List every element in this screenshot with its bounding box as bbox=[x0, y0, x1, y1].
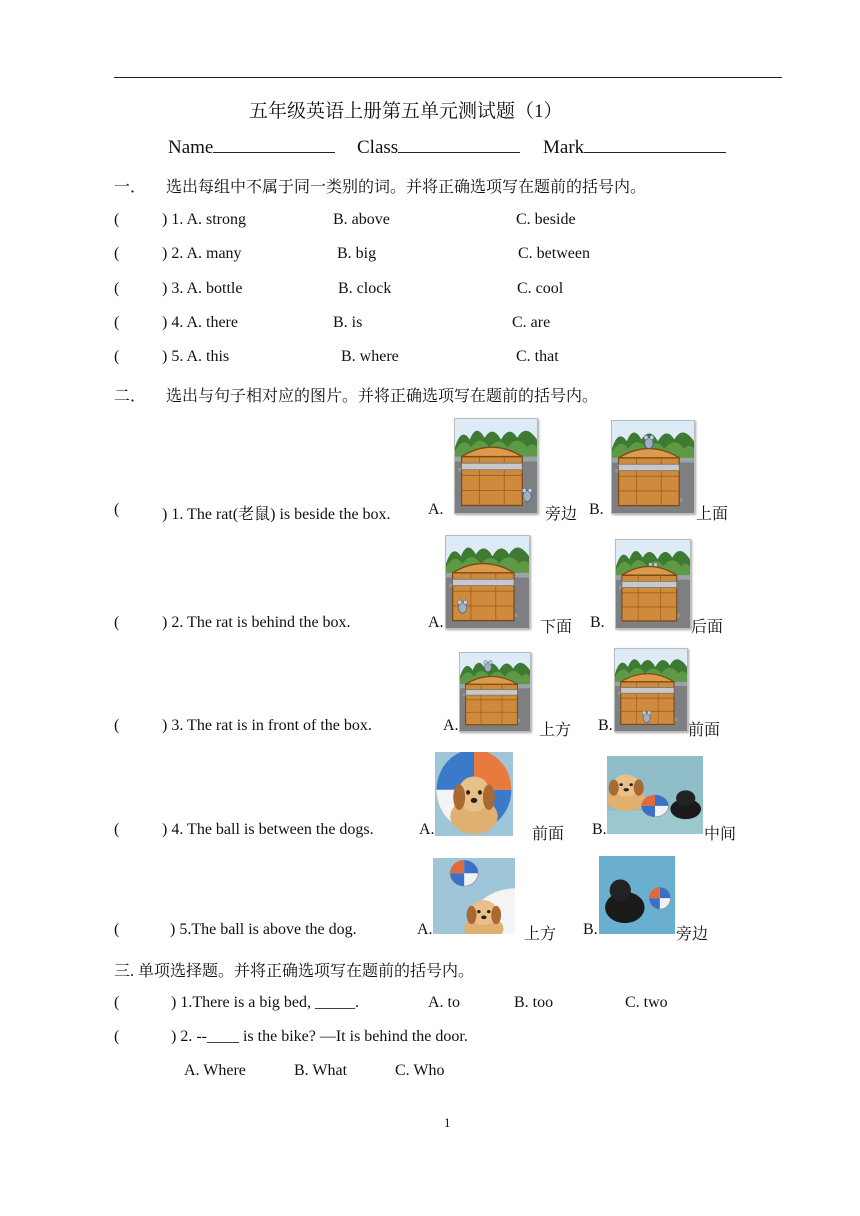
mark-blank bbox=[584, 136, 726, 153]
option-a-label: 上方 bbox=[524, 926, 557, 943]
answer-paren: ( bbox=[114, 314, 120, 331]
option-b: B. where bbox=[341, 348, 399, 365]
answer-paren: ( bbox=[114, 994, 120, 1011]
rat-under-box-image bbox=[445, 535, 530, 629]
question-stem: ) 3. A. bottle bbox=[162, 280, 243, 297]
option-a-letter: A. bbox=[428, 614, 444, 631]
option-b-letter: B. bbox=[589, 501, 604, 518]
ball-above-dog-image bbox=[433, 858, 515, 934]
question-sentence: ) 2. The rat is behind the box. bbox=[162, 614, 351, 631]
answer-paren: ( bbox=[114, 717, 120, 734]
ball-beside-dog-image bbox=[599, 856, 675, 934]
option-b-letter: B. bbox=[592, 821, 607, 838]
answer-paren: ( bbox=[114, 921, 120, 938]
question-sentence: ) 4. The ball is between the dogs. bbox=[162, 821, 374, 838]
mark-label: Mark bbox=[543, 137, 585, 158]
option-a: A. Where bbox=[184, 1062, 246, 1079]
option-a-letter: A. bbox=[443, 717, 459, 734]
answer-paren: ( bbox=[114, 1028, 120, 1045]
answer-paren: ( bbox=[114, 501, 120, 518]
option-a-label: 下面 bbox=[540, 619, 573, 636]
question-stem: ) 4. A. there bbox=[162, 314, 238, 331]
option-a: A. to bbox=[428, 994, 460, 1011]
question-stem: ) 1. A. strong bbox=[162, 211, 246, 228]
option-b-letter: B. bbox=[598, 717, 613, 734]
section1-heading: 选出每组中不属于同一类别的词。并将正确选项写在题前的括号内。 bbox=[166, 179, 647, 196]
option-b: B. is bbox=[333, 314, 363, 331]
top-rule bbox=[114, 77, 782, 78]
dog-in-front-of-ball-image bbox=[435, 752, 513, 836]
name-blank bbox=[213, 136, 335, 153]
class-blank bbox=[398, 136, 520, 153]
option-c: C. are bbox=[512, 314, 551, 331]
option-c: C. beside bbox=[516, 211, 576, 228]
page-number: 1 bbox=[444, 1115, 451, 1130]
name-field bbox=[168, 136, 335, 159]
question-stem: ) 2. A. many bbox=[162, 245, 242, 262]
mark-field bbox=[543, 136, 726, 159]
section3-heading: 三. 单项选择题。并将正确选项写在题前的括号内。 bbox=[114, 963, 475, 980]
option-b-label: 旁边 bbox=[676, 926, 709, 943]
option-b-label: 中间 bbox=[704, 826, 737, 843]
option-b: B. above bbox=[333, 211, 390, 228]
rat-in-front-of-box-image bbox=[614, 648, 688, 732]
class-field bbox=[357, 136, 520, 159]
class-label: Class bbox=[357, 137, 399, 158]
option-a-label: 旁边 bbox=[545, 506, 578, 523]
option-a-label: 前面 bbox=[532, 826, 565, 843]
rat-beside-box-image bbox=[454, 418, 538, 514]
question-sentence: ) 1. The rat(老鼠) is beside the box. bbox=[162, 506, 391, 523]
question-stem: ) 1.There is a big bed, _____. bbox=[171, 994, 359, 1011]
answer-paren: ( bbox=[114, 348, 120, 365]
option-b-letter: B. bbox=[590, 614, 605, 631]
option-b-label: 后面 bbox=[691, 619, 724, 636]
answer-paren: ( bbox=[114, 245, 120, 262]
option-a-label: 上方 bbox=[539, 722, 572, 739]
option-c: C. that bbox=[516, 348, 559, 365]
answer-paren: ( bbox=[114, 821, 120, 838]
option-b: B. big bbox=[337, 245, 377, 262]
question-stem: ) 2. --____ is the bike? —It is behind the door. bbox=[171, 1028, 468, 1045]
section1-number: 一． bbox=[114, 179, 147, 196]
rat-above-box-image bbox=[459, 652, 531, 732]
answer-paren: ( bbox=[114, 280, 120, 297]
option-b-letter: B. bbox=[583, 921, 598, 938]
question-stem: ) 5. A. this bbox=[162, 348, 230, 365]
name-label: Name bbox=[168, 137, 214, 158]
answer-paren: ( bbox=[114, 614, 120, 631]
option-c: C. cool bbox=[517, 280, 564, 297]
rat-behind-box-image bbox=[615, 539, 691, 629]
option-c: C. two bbox=[625, 994, 668, 1011]
option-a-letter: A. bbox=[428, 501, 444, 518]
rat-on-box-image bbox=[611, 420, 695, 514]
option-b: B. What bbox=[294, 1062, 348, 1079]
option-a-letter: A. bbox=[417, 921, 433, 938]
option-b-label: 上面 bbox=[696, 506, 729, 523]
answer-paren: ( bbox=[114, 211, 120, 228]
ball-between-dogs-image bbox=[607, 756, 703, 834]
section2-number: 二． bbox=[114, 388, 147, 405]
section2-heading: 选出与句子相对应的图片。并将正确选项写在题前的括号内。 bbox=[166, 388, 599, 405]
page-title: 五年级英语上册第五单元测试题（1） bbox=[249, 101, 563, 122]
option-b-label: 前面 bbox=[688, 722, 721, 739]
option-b: B. too bbox=[514, 994, 554, 1011]
option-b: B. clock bbox=[338, 280, 392, 297]
option-c: C. between bbox=[518, 245, 590, 262]
question-sentence: ) 5.The ball is above the dog. bbox=[170, 921, 357, 938]
question-sentence: ) 3. The rat is in front of the box. bbox=[162, 717, 372, 734]
option-a-letter: A. bbox=[419, 821, 435, 838]
option-c: C. Who bbox=[395, 1062, 445, 1079]
